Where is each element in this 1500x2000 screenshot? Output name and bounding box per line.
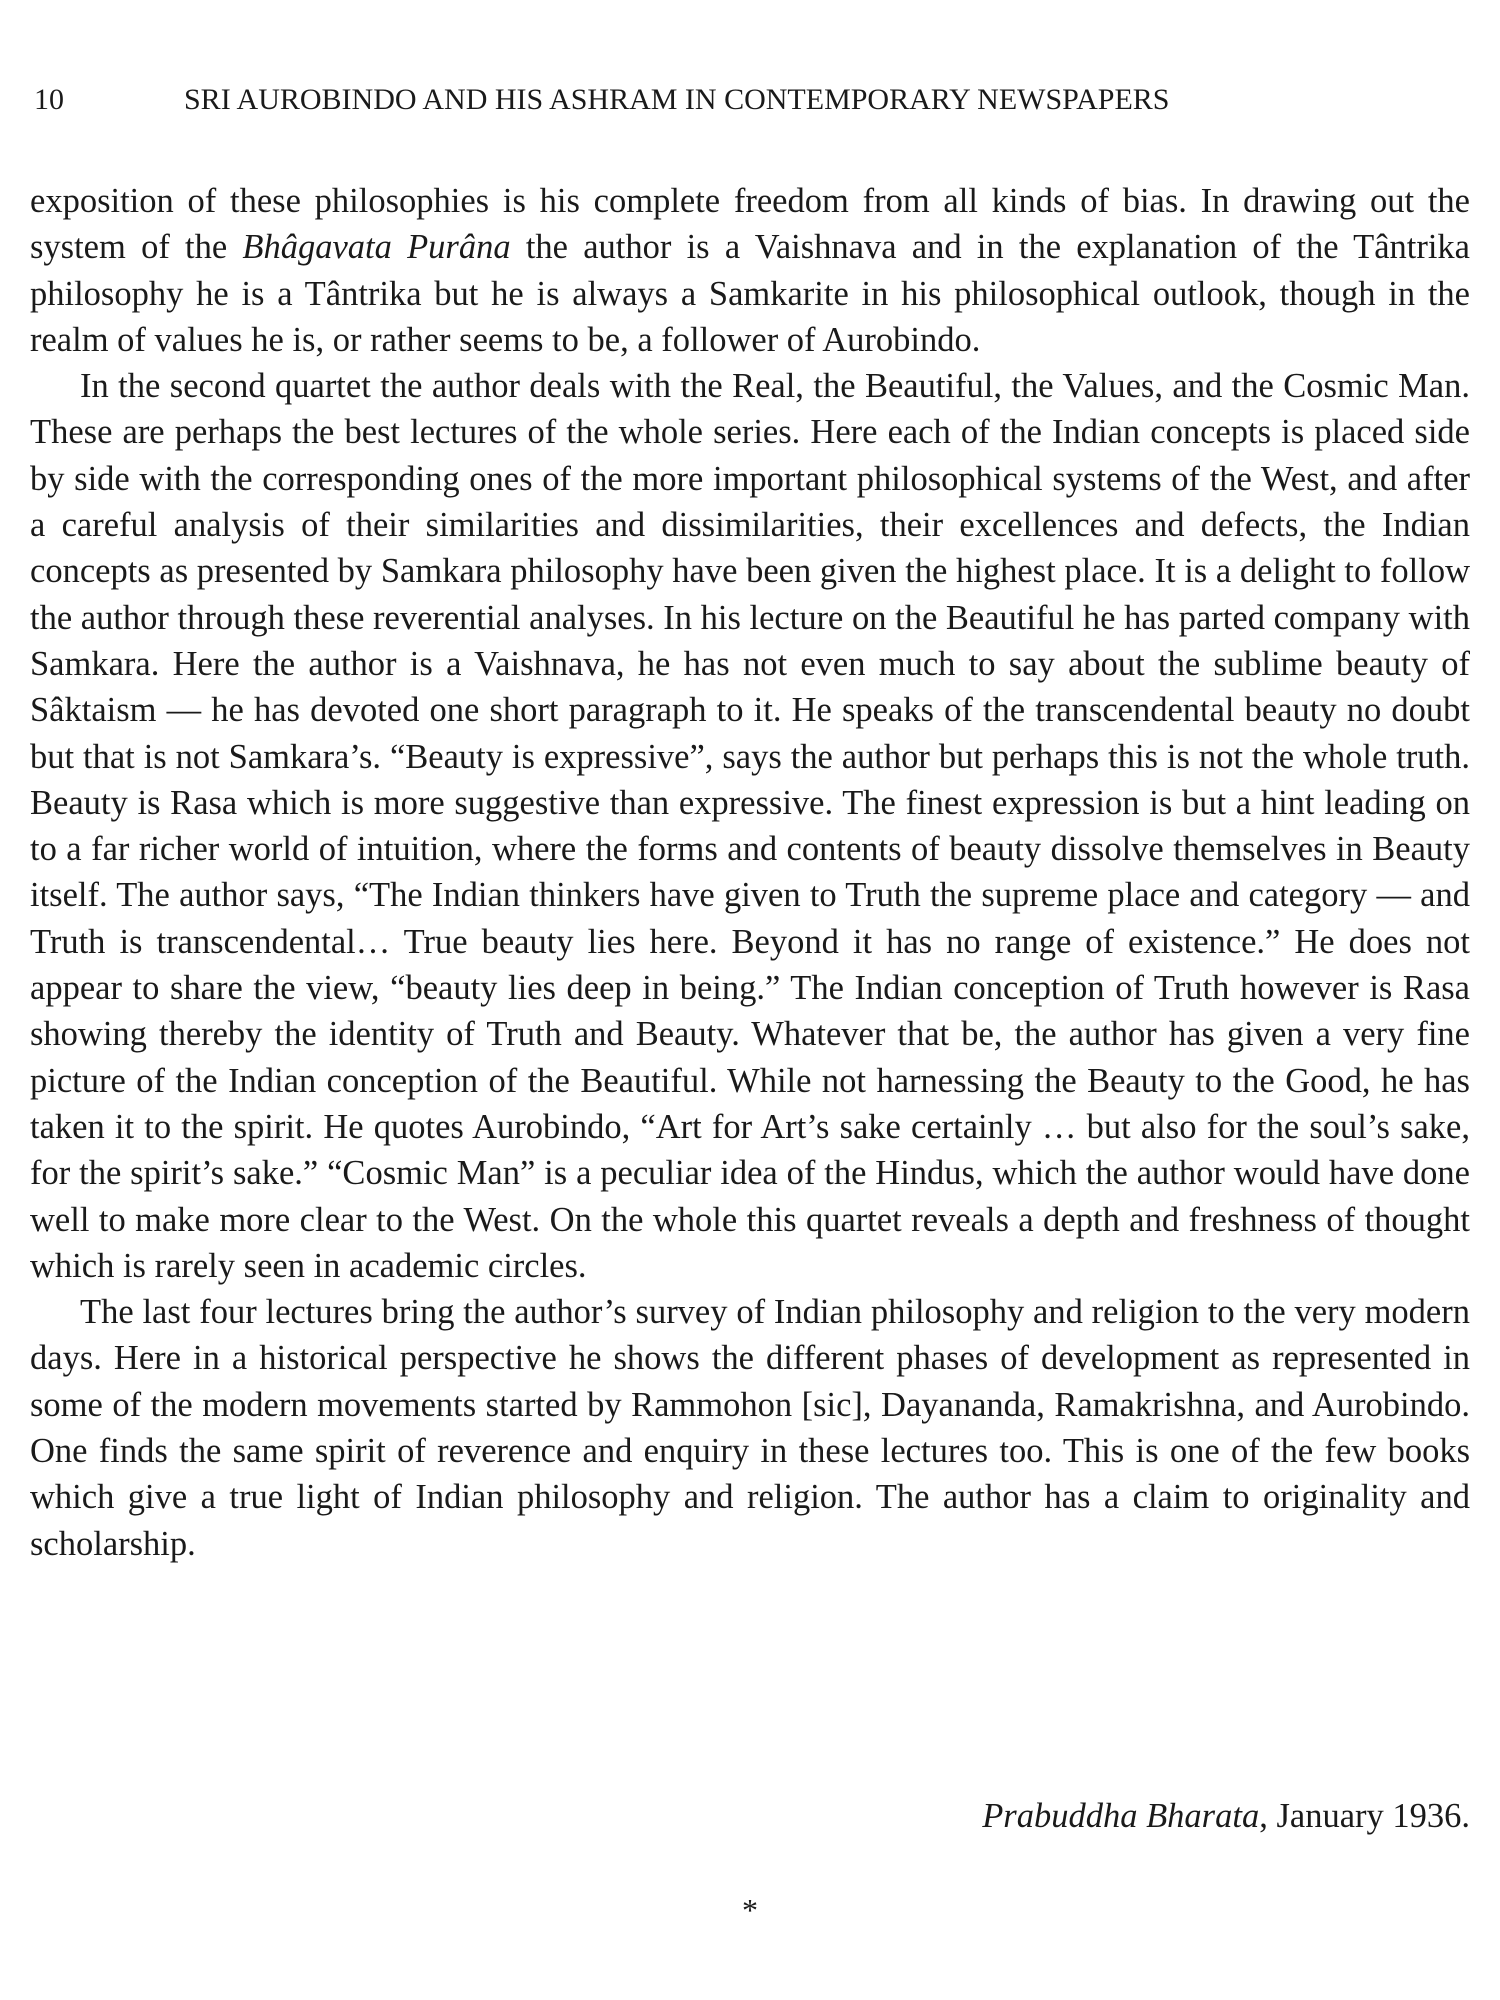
publication-name: Prabuddha Bharata bbox=[982, 1797, 1260, 1835]
paragraph-1-part-1: exposition of these philosophies is his complete freedom from all kinds of bias. In drawing out the system of the bbox=[30, 182, 1470, 267]
book-title-italic: Bhâgavata Purâna bbox=[242, 228, 511, 267]
paragraph-1 bbox=[30, 178, 1470, 363]
section-separator: * bbox=[742, 1892, 758, 1928]
publication-date: , January 1936. bbox=[1259, 1797, 1470, 1835]
running-header bbox=[34, 80, 1334, 120]
paragraph-1-part-2: the author is a Vaishnava and in the explanation of the Tântrika philosophy he is a Tântrika but he is always a Samkarite in his philosophical outlook, though in the realm of values he is, or rather seems to be, a follower of Aurobindo. bbox=[30, 228, 1470, 359]
source-citation bbox=[982, 1793, 1470, 1839]
paragraph-3: The last four lectures bring the author’s survey of Indian philosophy and religion to the very modern days. Here in a historical perspective he shows the different phases of development as represented in some of the modern movements started by Rammohon [sic], Dayananda, Ramakrishna, and Aurobindo. One finds the same spirit of reverence and enquiry in these lectures too. This is one of the few books which give a true light of Indian philosophy and religion. The author has a claim to originality and scholarship. bbox=[30, 1293, 1470, 1563]
page-number: 10 bbox=[34, 83, 64, 116]
running-title: SRI AUROBINDO AND HIS ASHRAM IN CONTEMPORARY NEWSPAPERS bbox=[184, 83, 1170, 116]
article-body bbox=[30, 178, 1470, 1567]
paragraph-2: In the second quartet the author deals with the Real, the Beautiful, the Values, and the Cosmic Man. These are perhaps the best lectures of the whole series. Here each of the Indian concepts is placed side by side with the corresponding ones of the more important philosophical systems of the West, and after a careful analysis of their similarities and dissimilarities, their excellences and defects, the Indian concepts as presented by Samkara philosophy have been given the highest place. It is a delight to follow the author through these reverential analyses. In his lecture on the Beautiful he has parted company with Samkara. Here the author is a Vaishnava, he has not even much to say about the sublime beauty of Sâktaism — he has devoted one short paragraph to it. He speaks of the transcendental beauty no doubt but that is not Samkara’s. “Beauty is expressive”, says the author but perhaps this is not the whole truth. Beauty is Rasa which is more suggestive than expressive. The finest expression is but a hint leading on to a far richer world of intuition, where the forms and contents of beauty dissolve themselves in Beauty itself. The author says, “The Indian thinkers have given to Truth the supreme place and category — and Truth is transcendental… True beauty lies here. Beyond it has no range of existence.” He does not appear to share the view, “beauty lies deep in being.” The Indian conception of Truth however is Rasa showing thereby the identity of Truth and Beauty. Whatever that be, the author has given a very fine picture of the Indian conception of the Beautiful. While not harnessing the Beauty to the Good, he has taken it to the spirit. He quotes Aurobindo, “Art for Art’s sake certainly … but also for the soul’s sake, for the spirit’s sake.” “Cosmic Man” is a peculiar idea of the Hindus, which the author would have done well to make more clear to the West. On the whole this quartet reveals a depth and freshness of thought which is rarely seen in academic circles. bbox=[30, 367, 1470, 1285]
